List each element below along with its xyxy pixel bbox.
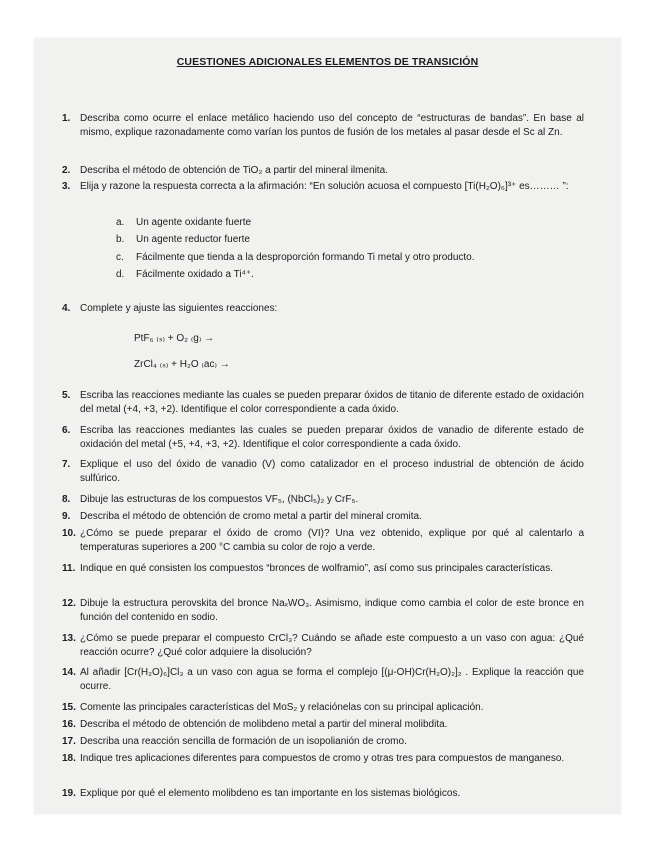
- question-text: Complete y ajuste las siguientes reacciones:: [80, 303, 278, 314]
- question-number: 13.: [62, 633, 76, 644]
- question-1: [62, 112, 584, 141]
- question-11: [62, 562, 584, 576]
- question-text: Describa el método de obtención de cromo metal a partir del mineral cromita.: [80, 511, 422, 522]
- question-6: [62, 424, 584, 453]
- question-text: Describa como ocurre el enlace metálico haciendo uso del concepto de “estructuras de bandas”. En base al mismo, explique razonadamente como varían los puntos de fusión de los metales al pasar desde el Sc al Zn.: [80, 113, 584, 139]
- question-number: 7.: [62, 459, 71, 470]
- question-number: 3.: [62, 181, 71, 192]
- question-text: Dibuje las estructuras de los compuestos VF₅, (NbCl₅)₂ y CrF₅.: [80, 494, 359, 505]
- question-text: ¿Cómo se puede preparar el óxido de cromo (VI)? Una vez obtenido, explique por qué al calentarlo a temperaturas superiores a 200 °C cambia su color de rojo a verde.: [80, 528, 584, 554]
- question-text: Al añadir [Cr(H₂O)₆]Cl₃ a un vaso con agua se forma el complejo [(μ-OH)Cr(H₂O)₂]₂ . Explique la reacción que ocurre.: [80, 667, 584, 693]
- question-number: 19.: [62, 788, 76, 799]
- question-text: Explique por qué el elemento molibdeno es tan importante en los sistemas biológicos.: [80, 788, 461, 799]
- reaction-2: ZrCl₄ ₍ₛ₎ + H₂O ₍ac₎ →: [134, 359, 230, 370]
- option-letter: d.: [116, 269, 125, 280]
- option-d: [116, 268, 254, 282]
- question-number: 1.: [62, 113, 71, 124]
- question-19: [62, 787, 584, 801]
- question-8: [62, 493, 584, 507]
- option-letter: b.: [116, 234, 125, 245]
- question-text: Indique en qué consisten los compuestos “bronces de wolframio”, así como sus principales características.: [80, 563, 554, 574]
- document-page: [34, 38, 621, 814]
- option-b: [116, 233, 250, 247]
- question-number: 9.: [62, 511, 71, 522]
- option-letter: c.: [116, 252, 124, 263]
- option-a: [116, 216, 251, 230]
- question-2: [62, 164, 584, 178]
- question-3: [62, 180, 584, 194]
- option-text: Un agente oxidante fuerte: [136, 217, 252, 228]
- option-text: Fácilmente oxidado a Ti⁴⁺.: [136, 269, 254, 280]
- question-18: [62, 752, 584, 766]
- option-text: Un agente reductor fuerte: [136, 234, 250, 245]
- reaction-1: PtF₆ ₍ₛ₎ + O₂ ₍g₎ →: [134, 333, 215, 344]
- question-16: [62, 718, 584, 732]
- question-text: Dibuje la estructura perovskita del bronce NaₓWO₃. Asimismo, indique como cambia el color de este bronce en función del contenido en sodio.: [80, 598, 584, 624]
- question-number: 14.: [62, 667, 76, 678]
- question-number: 10.: [62, 528, 76, 539]
- question-text: Elija y razone la respuesta correcta a la afirmación: “En solución acuosa el compuesto [Ti(H₂O)₆]³⁺ es……… ”:: [80, 181, 569, 192]
- question-number: 4.: [62, 303, 71, 314]
- question-number: 2.: [62, 165, 71, 176]
- question-text: Describa una reacción sencilla de formación de un isopolianión de cromo.: [80, 736, 407, 747]
- document-title: CUESTIONES ADICIONALES ELEMENTOS DE TRANSICIÓN: [176, 56, 479, 68]
- question-number: 5.: [62, 390, 71, 401]
- question-number: 8.: [62, 494, 71, 505]
- question-4: [62, 302, 584, 316]
- question-17: [62, 735, 584, 749]
- question-10: [62, 527, 584, 556]
- question-13: [62, 632, 584, 661]
- question-7: [62, 458, 584, 487]
- question-12: [62, 597, 584, 626]
- option-letter: a.: [116, 217, 125, 228]
- question-9: [62, 510, 584, 524]
- question-text: Explique el uso del óxido de vanadio (V) como catalizador en el proceso industrial de obtención de ácido sulfúrico.: [80, 459, 584, 485]
- question-5: [62, 389, 584, 418]
- question-number: 17.: [62, 736, 76, 747]
- question-text: Escriba las reacciones mediante las cuales se pueden preparar óxidos de titanio de diferente estado de oxidación del metal (+4, +3, +2). Identifique el color correspondiente a cada óxido.: [80, 390, 584, 416]
- question-text: Describa el método de obtención de molibdeno metal a partir del mineral molibdita.: [80, 719, 448, 730]
- question-14: [62, 666, 584, 695]
- question-number: 11.: [62, 563, 76, 574]
- question-text: ¿Cómo se puede preparar el compuesto CrCl₃? Cuándo se añade este compuesto a un vaso con agua: ¿Qué reacción ocurre? ¿Qué color adquiere la disolución?: [80, 633, 584, 659]
- question-text: Escriba las reacciones mediantes las cuales se pueden preparar óxidos de vanadio de diferente estado de oxidación del metal (+5, +4, +3, +2). Identifique el color correspondiente a cada óxido.: [80, 425, 584, 451]
- option-text: Fácilmente que tienda a la desproporción formando Ti metal y otro producto.: [136, 252, 475, 263]
- question-text: Indique tres aplicaciones diferentes para compuestos de cromo y otras tres para compuestos de manganeso.: [80, 753, 565, 764]
- option-c: [116, 251, 475, 265]
- question-15: [62, 701, 584, 715]
- question-number: 16.: [62, 719, 76, 730]
- question-text: Comente las principales características del MoS₂ y relaciónelas con su principal aplicación.: [80, 702, 484, 713]
- question-number: 12.: [62, 598, 76, 609]
- question-number: 15.: [62, 702, 76, 713]
- question-number: 6.: [62, 425, 71, 436]
- question-text: Describa el método de obtención de TiO₂ a partir del mineral ilmenita.: [80, 165, 388, 176]
- question-number: 18.: [62, 753, 76, 764]
